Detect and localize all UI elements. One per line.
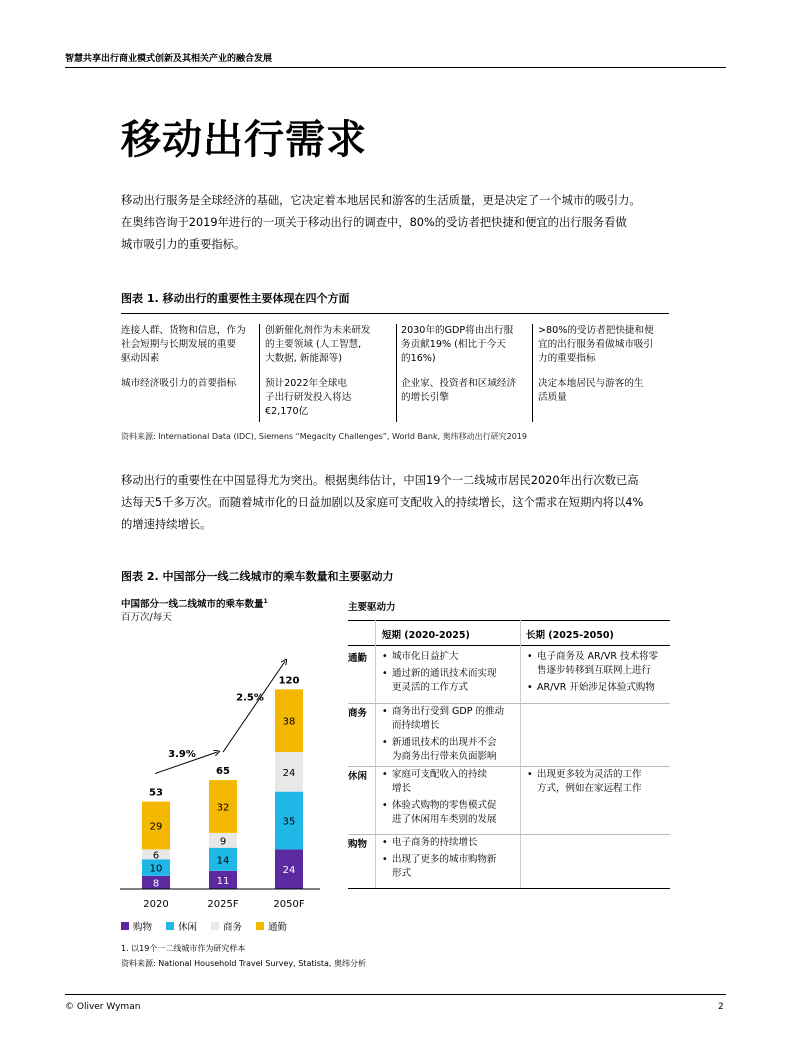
footnote-text: 1. 以19个一二线城市作为研究样本 (121, 944, 246, 953)
driver-cell-short (382, 650, 497, 698)
x-tick-label: 2050F (273, 899, 305, 910)
column-divider (375, 620, 376, 888)
chart-unit: 百万次/每天 (121, 612, 172, 623)
figure2-source: 资料来源: National Household Travel Survey, Statista, 奥纬分析 (121, 959, 367, 968)
header-short-term: 短期 (2020-2025) (382, 630, 470, 641)
column-divider (520, 620, 521, 888)
legend-item (256, 919, 287, 933)
figure1-cell-top (401, 324, 513, 366)
row-divider (348, 703, 670, 704)
figure1-column (538, 324, 669, 422)
bullet-line: 进了休闲用车类别的发展 (392, 814, 497, 825)
body-line: 达每天5千多万次。而随着城市化的日益加剧以及家庭可支配收入的持续增长，这个需求在短期内将以4% (121, 496, 644, 509)
bullet-line: • 出现更多较为灵活的工作 (537, 769, 642, 780)
bullet-line: 形式 (392, 868, 412, 879)
drivers-header-top-rule (348, 620, 670, 621)
figure1-column (401, 324, 531, 422)
chart-legend (121, 919, 287, 933)
growth-label: 3.9% (168, 748, 196, 760)
body-line: 的增速持续增长。 (121, 518, 212, 531)
bullet-line: 售逐步转移到互联网上进行 (537, 665, 652, 676)
bullet-line: • AR/VR 开始涉足体验式购物 (537, 682, 655, 693)
legend-item (166, 919, 197, 933)
table-bottom-rule (348, 888, 670, 889)
data-label: 35 (282, 816, 296, 828)
driver-cell-short (382, 768, 497, 830)
cell-line: 城市经济吸引力的首要指标 (121, 378, 237, 389)
drivers-title: 主要驱动力 (348, 602, 396, 613)
footer-copyright: © Oliver Wyman (65, 1002, 141, 1012)
figure1-cell-bottom (538, 377, 644, 405)
figure1-top-rule (121, 313, 669, 314)
figure1-grid (121, 324, 669, 422)
data-label: 8 (152, 878, 160, 890)
driver-bullet (382, 836, 497, 850)
stacked-bar-chart (115, 640, 325, 912)
data-label: 38 (282, 716, 296, 728)
cell-line: 的增长引擎 (401, 392, 449, 403)
legend-label: 商务 (223, 922, 243, 933)
cell-line: 力的重要指标 (538, 353, 596, 364)
bullet-line: • 家庭可支配收入的持续 (392, 769, 488, 780)
header-long-term: 长期 (2025-2050) (526, 630, 614, 641)
figure1-column (121, 324, 258, 422)
bullet-line: 方式，例如在家远程工作 (537, 783, 642, 794)
cell-line: 决定本地居民与游客的生 (538, 378, 644, 389)
legend-label: 休闲 (178, 922, 198, 933)
data-label: 32 (216, 802, 230, 814)
data-label: 6 (152, 850, 160, 862)
driver-cell-long (527, 768, 642, 799)
body-line: 移动出行的重要性在中国显得尤为突出。根据奥纬估计，中国19个一二线城市居民2020年出行次数已高 (121, 474, 639, 487)
bullet-line: • 新通讯技术的出现并不会 (392, 737, 497, 748)
row-label: 通勤 (348, 653, 368, 664)
data-label: 10 (149, 863, 163, 875)
figure1-cell-bottom (265, 377, 351, 419)
figure1-column (265, 324, 395, 422)
driver-bullet (382, 799, 497, 827)
bullet-line: 增长 (392, 783, 412, 794)
legend-swatch (211, 922, 219, 930)
header-divider (65, 67, 726, 68)
growth-label: 2.5% (236, 692, 264, 704)
legend-label: 购物 (133, 922, 153, 933)
figure1-cell-bottom (401, 377, 516, 405)
driver-bullet (382, 667, 497, 695)
bullet-line: • 体验式购物的零售模式促 (392, 800, 497, 811)
data-label: 9 (219, 836, 227, 848)
figure1-source: 资料来源: International Data (IDC), Siemens “Megacity Challenges”, World Bank, 奥纬移动出行研究2019 (121, 432, 528, 441)
row-label: 休闲 (348, 771, 368, 782)
cell-line: 子出行研发投入将达 (265, 392, 352, 403)
x-tick-label: 2025F (207, 899, 239, 910)
cell-line: 驱动因素 (121, 353, 160, 364)
figure2-title: 图表 2. 中国部分一线二线城市的乘车数量和主要驱动力 (121, 570, 394, 583)
column-divider (532, 324, 533, 422)
cell-line: €2,170亿 (265, 406, 309, 417)
driver-bullet (382, 768, 497, 796)
driver-bullet (527, 650, 658, 678)
figure1-cell-bottom (121, 377, 236, 391)
footer-divider (65, 994, 726, 995)
legend-item (121, 919, 152, 933)
cell-line: 的16%) (401, 353, 436, 364)
total-label: 53 (149, 787, 163, 799)
figure1-cell-top (121, 324, 246, 366)
bullet-line: • 电子商务及 AR/VR 技术将零 (537, 651, 658, 662)
figure1-cell-top (538, 324, 654, 366)
bullet-line: • 商务出行受到 GDP 的推动 (392, 706, 504, 717)
cell-line: 连接人群、货物和信息，作为 (121, 325, 246, 336)
driver-bullet (527, 681, 658, 695)
row-divider (348, 766, 670, 767)
row-label: 商务 (348, 708, 368, 719)
driver-cell-long (527, 650, 658, 698)
legend-item (211, 919, 242, 933)
data-label: 24 (282, 865, 296, 877)
page-number: 2 (718, 1002, 724, 1012)
bullet-line: • 出现了更多的城市购物新 (392, 854, 497, 865)
data-label: 11 (216, 875, 230, 887)
cell-line: 务贡献19% (相比于今天 (401, 339, 506, 350)
cell-line: 活质量 (538, 392, 567, 403)
cell-line: 2030年的GDP将由出行服 (401, 325, 514, 336)
driver-bullet (382, 650, 497, 664)
bullet-line: • 通过新的通讯技术而实现 (392, 668, 497, 679)
intro-line: 移动出行服务是全球经济的基础，它决定着本地居民和游客的生活质量，更是决定了一个城市的吸引力。 (121, 194, 641, 207)
bullet-line: • 电子商务的持续增长 (392, 837, 478, 848)
intro-paragraph (121, 190, 681, 256)
intro-line: 城市吸引力的重要指标。 (121, 238, 246, 251)
legend-swatch (166, 922, 174, 930)
cell-line: 企业家、投资者和区域经济 (401, 378, 517, 389)
total-label: 65 (216, 766, 230, 778)
driver-cell-short (382, 705, 504, 767)
driver-bullet (382, 853, 497, 881)
x-tick-label: 2020 (143, 899, 169, 910)
row-divider (348, 834, 670, 835)
cell-line: 宜的出行服务看做城市吸引 (538, 339, 654, 350)
legend-swatch (121, 922, 129, 930)
running-header: 智慧共享出行商业模式创新及其相关产业的融合发展 (65, 54, 273, 64)
legend-swatch (256, 922, 264, 930)
bullet-line: • 城市化日益扩大 (392, 651, 459, 662)
cell-line: 大数据, 新能源等) (265, 353, 342, 364)
total-label: 120 (278, 675, 300, 687)
cell-line: 的主要领域 (人工智慧, (265, 339, 362, 350)
legend-label: 通勤 (268, 922, 288, 933)
cell-line: 社会短期与长期发展的重要 (121, 339, 237, 350)
body-paragraph (121, 470, 681, 536)
driver-bullet (382, 705, 504, 733)
figure1-cell-top (265, 324, 371, 366)
data-label: 14 (216, 855, 230, 867)
cell-line: 创新催化剂作为未来研发 (265, 325, 371, 336)
page-title: 移动出行需求 (121, 117, 367, 163)
bullet-line: 而持续增长 (392, 720, 440, 731)
row-label: 购物 (348, 839, 368, 850)
cell-line: 预计2022年全球电 (265, 378, 347, 389)
chart-title-text: 中国部分一线二线城市的乘车数量 (121, 599, 264, 610)
bullet-line: 为商务出行带来负面影响 (392, 751, 497, 762)
data-label: 24 (282, 767, 296, 779)
column-divider (259, 324, 260, 422)
cell-line: >80%的受访者把快捷和便 (538, 325, 654, 336)
driver-cell-short (382, 836, 497, 884)
footnote-marker: 1 (263, 597, 268, 605)
chart-title (121, 596, 268, 610)
data-label: 29 (149, 821, 163, 833)
drivers-header-bottom-rule (348, 645, 670, 646)
column-divider (396, 324, 397, 422)
bullet-line: 更灵活的工作方式 (392, 682, 469, 693)
chart-footnote (121, 943, 366, 969)
driver-bullet (527, 768, 642, 796)
figure1-title: 图表 1. 移动出行的重要性主要体现在四个方面 (121, 292, 350, 305)
intro-line: 在奥纬咨询于2019年进行的一项关于移动出行的调查中，80%的受访者把快捷和便宜的出行服务看做 (121, 216, 627, 229)
driver-bullet (382, 736, 504, 764)
